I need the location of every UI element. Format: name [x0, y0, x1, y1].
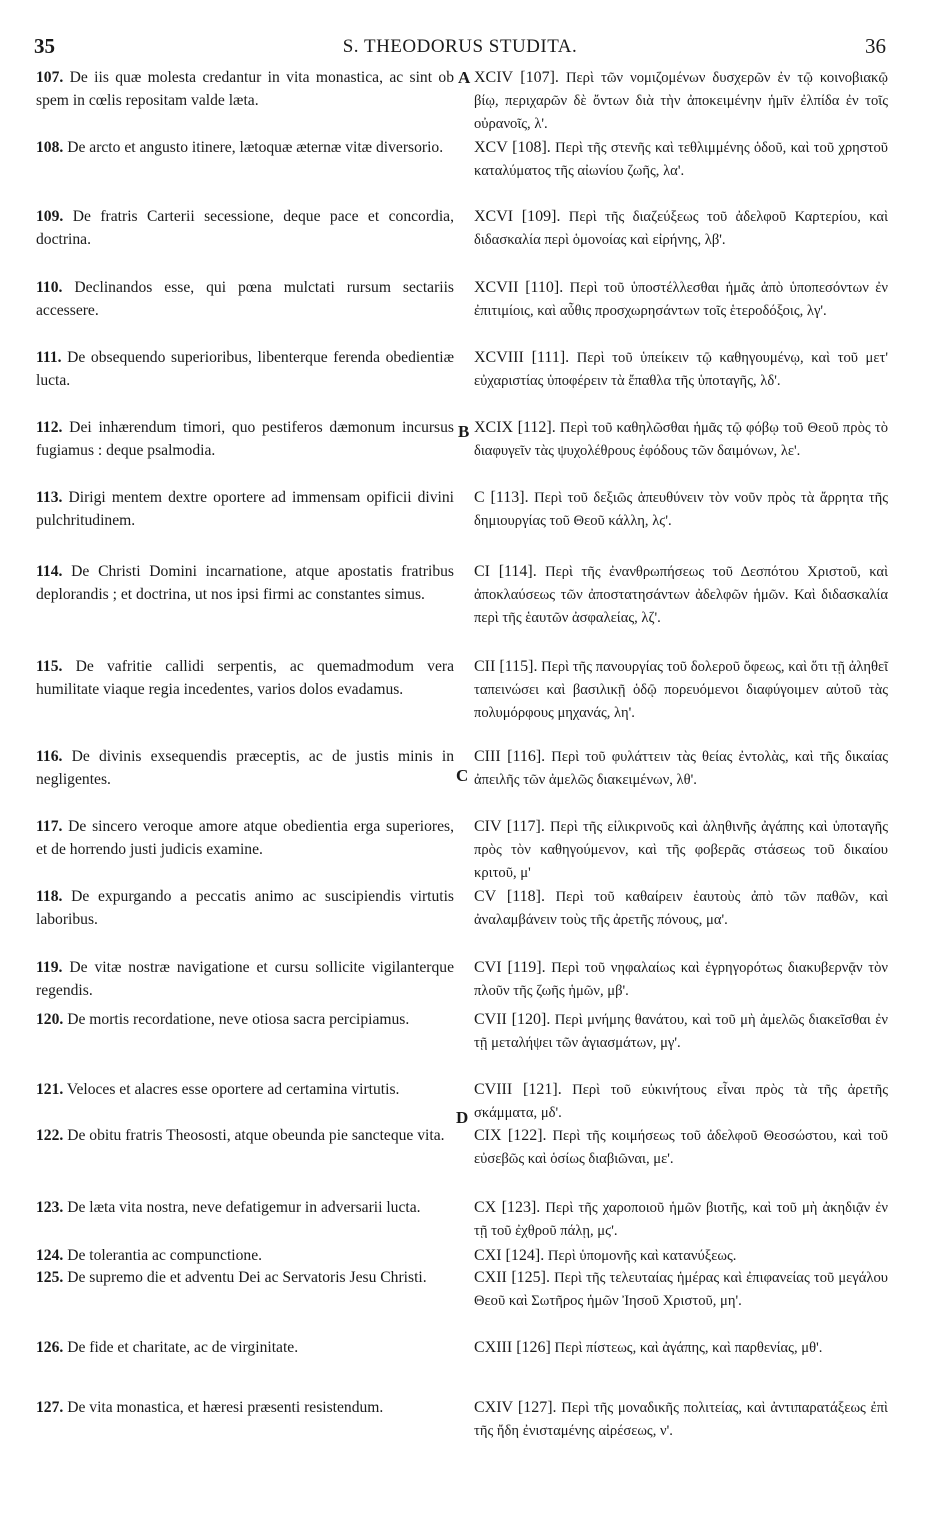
greek-entry — [474, 1396, 888, 1443]
greek-entry — [474, 1008, 888, 1055]
greek-text: Περὶ τῆς κοιμήσεως τοῦ ἀδελφοῦ Θεοσώστου, καὶ τοῦ εὐσεβῶς καὶ ὁσίως διαβιῶναι, με'. — [474, 1128, 889, 1167]
greek-text: Περὶ τῆς ἐνανθρωπήσεως τοῦ Δεσπότου Χριστοῦ, καὶ ἀποκλαύσεως τῶν ἀποστατησάντων ἀδελφῶν ἡμῶν. Καὶ διδασκαλία περὶ τῆς ἑαυτῶν ἀσφαλείας, λζ'. — [474, 564, 889, 626]
roman-numeral: XCVI [109]. — [474, 208, 561, 225]
latin-text: De arcto et angusto itinere, lætoquæ æternæ vitæ diversorio. — [63, 139, 444, 156]
greek-text: Περὶ τῶν νομιζομένων δυσχερῶν ἐν τῷ κοινοβιακῷ βίῳ, περιχαρῶν δὲ ὄντων διὰ τὴν ἀποκειμένην ἡμῖν ἐλπίδα ἐν τοῖς οὐρανοῖς, λ'. — [474, 70, 888, 132]
roman-numeral: CIV [117]. — [474, 818, 545, 835]
latin-entry — [36, 560, 454, 606]
latin-text: De fratris Carterii secessione, deque pace et concordia, doctrina. — [36, 208, 454, 248]
latin-entry — [36, 346, 454, 392]
roman-numeral: C [113]. — [474, 489, 529, 506]
roman-numeral: XCIX [112]. — [474, 419, 556, 436]
entry-number: 127. — [36, 1399, 64, 1416]
greek-entry — [474, 815, 888, 885]
greek-entry — [474, 956, 888, 1003]
latin-entry — [36, 1008, 454, 1031]
entry-number: 108. — [36, 139, 64, 156]
latin-entry — [36, 276, 454, 322]
latin-text: De fide et charitate, ac de virginitate. — [63, 1339, 299, 1356]
greek-text: Περὶ πίστεως, καὶ ἀγάπης, καὶ παρθενίας, μθ'. — [550, 1340, 823, 1356]
roman-numeral: CXI [124]. — [474, 1247, 545, 1264]
latin-text: De supremo die et adventu Dei ac Servatoris Jesu Christi. — [63, 1269, 427, 1286]
greek-text: Περὶ τῆς στενῆς καὶ τεθλιμμένης ὁδοῦ, καὶ τοῦ χρηστοῦ καταλύματος τῆς αἰωνίου ζωῆς, λα'. — [474, 140, 888, 179]
greek-text: Περὶ τῆς διαζεύξεως τοῦ ἀδελφοῦ Καρτερίου, καὶ διδασκαλία περὶ ὁμονοίας καὶ εἰρήνης, λβ'. — [474, 209, 889, 248]
latin-text: De læta vita nostra, neve defatigemur in adversarii lucta. — [63, 1199, 421, 1216]
greek-text: Περὶ ὑπομονῆς καὶ κατανύξεως. — [544, 1248, 737, 1264]
greek-text: Περὶ τοῦ καθηλῶσθαι ἡμᾶς τῷ φόβῳ τοῦ Θεοῦ πρὸς τὸ διαφυγεῖν τὰς ψυχολέθρους ἐφόδους τῶν δαιμόνων, λε'. — [474, 420, 889, 459]
greek-text: Περὶ τοῦ δεξιῶς ἀπευθύνειν τὸν νοῦν πρὸς τὰ ἄρρητα τῆς δημιουργίας τοῦ Θεοῦ κάλλη, λϛ'. — [474, 490, 888, 529]
latin-entry — [36, 956, 454, 1002]
greek-entry — [474, 136, 888, 183]
roman-numeral: CIX [122]. — [474, 1127, 547, 1144]
entry-number: 114. — [36, 563, 63, 580]
entry-number: 109. — [36, 208, 64, 225]
entry-number: 110. — [36, 279, 63, 296]
roman-numeral: CI [114]. — [474, 563, 537, 580]
latin-text: De mortis recordatione, neve otiosa sacra percipiamus. — [63, 1011, 410, 1028]
greek-text: Περὶ τοῦ νηφαλαίως καὶ ἐγρηγορότως διακυβερνᾷν τὸν πλοῦν τῆς ζωῆς ἡμῶν, μβ'. — [474, 960, 888, 999]
roman-numeral: CII [115]. — [474, 658, 538, 675]
latin-text: De tolerantia ac compunctione. — [63, 1247, 263, 1264]
latin-text: De divinis exsequendis præceptis, ac de justis minis in negligentes. — [36, 748, 454, 788]
latin-entry — [36, 66, 454, 112]
roman-numeral: CX [123]. — [474, 1199, 541, 1216]
entry-number: 111. — [36, 349, 62, 366]
greek-text: Περὶ τοῦ φυλάττειν τὰς θείας ἐντολὰς, καὶ τῆς δικαίας ἀπειλῆς τῶν ἀμελῶς διακειμένων, λθ'. — [474, 749, 888, 788]
roman-numeral: XCVII [110]. — [474, 279, 564, 296]
greek-text: Περὶ τοῦ καθαίρειν ἑαυτοὺς ἀπὸ τῶν παθῶν, καὶ ἀναλαμβάνειν τοὺς τῆς ἀρετῆς πόνους, μα'. — [474, 889, 888, 928]
greek-entry — [474, 1196, 888, 1243]
entry-number: 121. — [36, 1081, 64, 1098]
margin-letter-d: D — [456, 1108, 469, 1127]
roman-numeral: XCVIII [111]. — [474, 349, 570, 366]
roman-numeral: CXII [125]. — [474, 1269, 550, 1286]
greek-text: Περὶ τοῦ εὐκινήτους εἶναι πρὸς τὰ τῆς ἀρετῆς σκάμματα, μδ'. — [474, 1082, 888, 1121]
latin-text: De obsequendo superioribus, libenterque ferenda obedientiæ lucta. — [36, 349, 454, 389]
roman-numeral: CV [118]. — [474, 888, 545, 905]
entry-number: 122. — [36, 1127, 64, 1144]
running-title: S. THEODORUS STUDITA. — [342, 36, 578, 57]
greek-entry — [474, 655, 888, 725]
latin-text: De expurgando a peccatis animo ac suscipiendis virtutis laboribus. — [36, 888, 454, 928]
greek-entry — [474, 205, 888, 252]
roman-numeral: CVII [120]. — [474, 1011, 551, 1028]
entry-number: 126. — [36, 1339, 64, 1356]
margin-letter-c: C — [456, 766, 469, 785]
margin-letter-a: A — [458, 68, 471, 87]
entry-number: 117. — [36, 818, 63, 835]
greek-text: Περὶ τῆς τελευταίας ἡμέρας καὶ ἐπιφανείας τοῦ μεγάλου Θεοῦ καὶ Σωτῆρος ἡμῶν Ἰησοῦ Χριστοῦ, μη'. — [474, 1270, 888, 1309]
greek-entry — [474, 66, 888, 136]
right-page-number: 36 — [865, 34, 886, 58]
greek-entry — [474, 416, 888, 463]
latin-text: De sincero veroque amore atque obedientia erga superiores, et de horrendo justi judicis examine. — [36, 818, 454, 858]
greek-text: Περὶ τῆς εἰλικρινοῦς καὶ ἀληθινῆς ἀγάπης καὶ ὑποταγῆς πρὸς τὸν καθηγούμενον, καὶ τῆς φοβερᾶς στάσεως τοῦ δικαίου κριτοῦ, μ' — [474, 819, 888, 881]
entry-number: 115. — [36, 658, 63, 675]
latin-text: De vafritie callidi serpentis, ac quemadmodum vera humilitate viaque regia incedentes, varios dolos evadamus. — [36, 658, 454, 698]
entry-number: 116. — [36, 748, 63, 765]
roman-numeral: CXIV [127]. — [474, 1399, 557, 1416]
greek-entry — [474, 1266, 888, 1313]
latin-entry — [36, 416, 454, 462]
latin-entry — [36, 815, 454, 861]
greek-text: Περὶ τοῦ ὑποστέλλεσθαι ἡμᾶς ἀπὸ ὑποπεσόντων ἐν ἐπιτιμίοις, καὶ αὖθις προσχωρησάντων τοῖς ἑτεροδόξοις, λγ'. — [474, 280, 888, 319]
latin-text: De iis quæ molesta credantur in vita monastica, ac sint ob spem in cœlis repositam valde læta. — [36, 69, 454, 109]
greek-text: Περὶ τῆς πανουργίας τοῦ δολεροῦ ὄφεως, καὶ ὅτι τῇ ἀληθεῖ ταπεινώσει καὶ βασιλικῇ ὁδῷ πορευόμενοι διαφύγοιμεν αὐτοῦ τὰς πολυμόρφους μηχανάς, λη'. — [474, 659, 888, 721]
greek-entry — [474, 885, 888, 932]
latin-entry — [36, 1078, 454, 1101]
latin-entry — [36, 745, 454, 791]
roman-numeral: CVIII [121]. — [474, 1081, 562, 1098]
greek-text: Περὶ τῆς μοναδικῆς πολιτείας, καὶ ἀντιπαρατάξεως ἐπὶ τῆς ἤδη ἐνισταμένης αἱρέσεως, ν'. — [474, 1400, 888, 1439]
entry-number: 112. — [36, 419, 63, 436]
greek-text: Περὶ μνήμης θανάτου, καὶ τοῦ μὴ ἀμελῶς διακεῖσθαι ἐν τῇ μεταλήψει τῶν ἁγιασμάτων, μγ'. — [474, 1012, 888, 1051]
latin-text: Dirigi mentem dextre oportere ad immensam opificii divini pulchritudinem. — [36, 489, 454, 529]
latin-text: De vita monastica, et hæresi præsenti resistendum. — [63, 1399, 384, 1416]
latin-text: Dei inhærendum timori, quo pestiferos dæmonum incursus fugiamus : deque psalmodia. — [36, 419, 454, 459]
latin-entry — [36, 885, 454, 931]
entry-number: 113. — [36, 489, 63, 506]
roman-numeral: CXIII [126] — [474, 1339, 551, 1356]
greek-entry — [474, 1078, 888, 1125]
latin-entry — [36, 1124, 454, 1147]
greek-entry — [474, 560, 888, 630]
latin-entry — [36, 136, 454, 159]
entry-number: 119. — [36, 959, 63, 976]
latin-text: Veloces et alacres esse oportere ad certamina virtutis. — [63, 1081, 400, 1098]
roman-numeral: XCIV [107]. — [474, 69, 559, 86]
entry-number: 107. — [36, 69, 64, 86]
greek-entry — [474, 486, 888, 533]
entry-number: 125. — [36, 1269, 64, 1286]
latin-entry — [36, 1396, 454, 1419]
margin-letter-b: B — [458, 422, 470, 441]
entry-number: 124. — [36, 1247, 64, 1264]
roman-numeral: XCV [108]. — [474, 139, 551, 156]
latin-entry — [36, 1336, 454, 1359]
left-page-number: 35 — [34, 34, 55, 58]
latin-entry — [36, 1244, 454, 1267]
latin-entry — [36, 486, 454, 532]
entry-number: 118. — [36, 888, 63, 905]
latin-text: Declinandos esse, qui pœna mulctati rursum sectariis accessere. — [36, 279, 454, 319]
roman-numeral: CVI [119]. — [474, 959, 546, 976]
roman-numeral: CIII [116]. — [474, 748, 546, 765]
greek-entry — [474, 276, 888, 323]
greek-text: Περὶ τοῦ ὑπείκειν τῷ καθηγουμένῳ, καὶ τοῦ μετ' εὐχαριστίας ὑποφέρειν τὰ ἔπαθλα τῆς ὑποταγῆς, λδ'. — [474, 350, 888, 389]
latin-entry — [36, 1266, 454, 1289]
entry-number: 120. — [36, 1011, 64, 1028]
greek-entry — [474, 1336, 888, 1360]
entry-number: 123. — [36, 1199, 64, 1216]
latin-text: De Christi Domini incarnatione, atque apostatis fratribus deplorandis ; et doctrina, ut nos ipsi firmi ac constantes simus. — [36, 563, 454, 603]
greek-entry — [474, 1244, 888, 1268]
latin-entry — [36, 1196, 454, 1219]
latin-text: De obitu fratris Theososti, atque obeunda pie sancteque vita. — [63, 1127, 445, 1144]
greek-entry — [474, 745, 888, 792]
greek-entry — [474, 346, 888, 393]
greek-entry — [474, 1124, 888, 1171]
latin-entry — [36, 205, 454, 251]
greek-text: Περὶ τῆς χαροποιοῦ ἡμῶν βιοτῆς, καὶ τοῦ μὴ ἀκηδιᾷν ἐν τῇ τοῦ ἐχθροῦ πάλῃ, μϛ'. — [474, 1200, 888, 1239]
latin-text: De vitæ nostræ navigatione et cursu sollicite vigilanterque regendis. — [36, 959, 454, 999]
latin-entry — [36, 655, 454, 701]
